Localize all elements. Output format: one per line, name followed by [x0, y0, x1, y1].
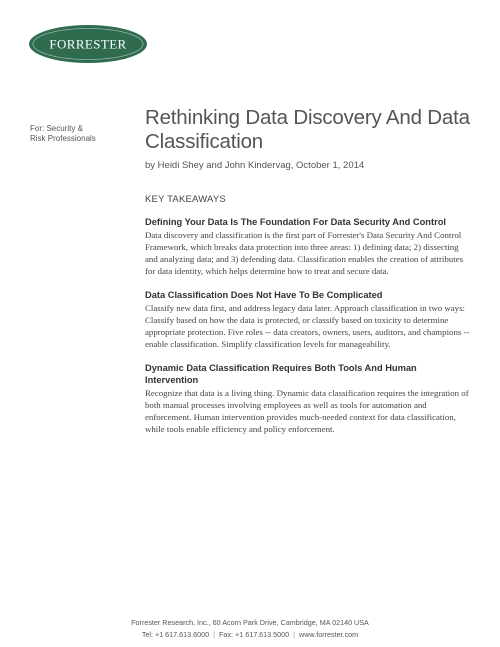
footer-divider: | — [293, 630, 296, 639]
logo-text: FORRESTER — [49, 36, 127, 52]
audience-line-1: For: Security & — [30, 124, 83, 133]
takeaway-item — [145, 216, 470, 277]
takeaway-body: Data discovery and classification is the first part of Forrester's Data Security And Control Framework, which breaks data protection into three areas: 1) defining data; 2) dissecting and analyzing data; and 3) defending data. Classification enables the creation of attributes for data identity, which helps determine how to treat and secure data. — [145, 230, 464, 276]
takeaway-heading: Data Classification Does Not Have To Be Complicated — [145, 290, 383, 300]
logo-oval-icon — [28, 24, 148, 64]
footer-tel: Tel: +1 617.613.6000 — [141, 630, 210, 639]
report-title: Rethinking Data Discovery And Data Classification — [145, 106, 470, 153]
takeaway-heading: Defining Your Data Is The Foundation For Data Security And Control — [145, 217, 446, 227]
audience-sidebar — [30, 124, 130, 144]
header-band — [0, 0, 500, 90]
takeaway-body: Recognize that data is a living thing. Dynamic data classification requires the integration of both manual processes involving employees as well as tools for automation and enforcement. Human intervention provides much-needed context for data classification, while tools enable efficiency and policy enforcement. — [145, 388, 469, 434]
audience-line-2: Risk Professionals — [30, 134, 96, 143]
key-takeaways-heading: KEY TAKEAWAYS — [145, 194, 226, 205]
footer-fax: Fax: +1 617.613.5000 — [219, 630, 290, 639]
takeaway-item — [145, 362, 470, 435]
report-byline: by Heidi Shey and John Kindervag, October 1, 2014 — [145, 160, 365, 171]
page-footer — [0, 617, 500, 641]
footer-divider: | — [213, 630, 216, 639]
footer-contact — [0, 629, 500, 641]
report-main — [145, 106, 470, 435]
footer-address: Forrester Research, Inc., 60 Acorn Park Drive, Cambridge, MA 02140 USA — [131, 618, 369, 627]
takeaway-item — [145, 289, 470, 350]
takeaway-body: Classify new data first, and address legacy data later. Approach classification in two ways: Classify based on how the data is protected, or classify based on toxicity to determine appropriate protection. Five roles -- data creators, owners, users, auditors, and champions -- enable classification. Simplify classification levels for manageability. — [145, 303, 470, 349]
footer-web-link[interactable]: www.forrester.com — [299, 630, 359, 639]
takeaway-heading: Dynamic Data Classification Requires Both Tools And Human Intervention — [145, 363, 417, 385]
forrester-logo[interactable] — [28, 24, 148, 64]
